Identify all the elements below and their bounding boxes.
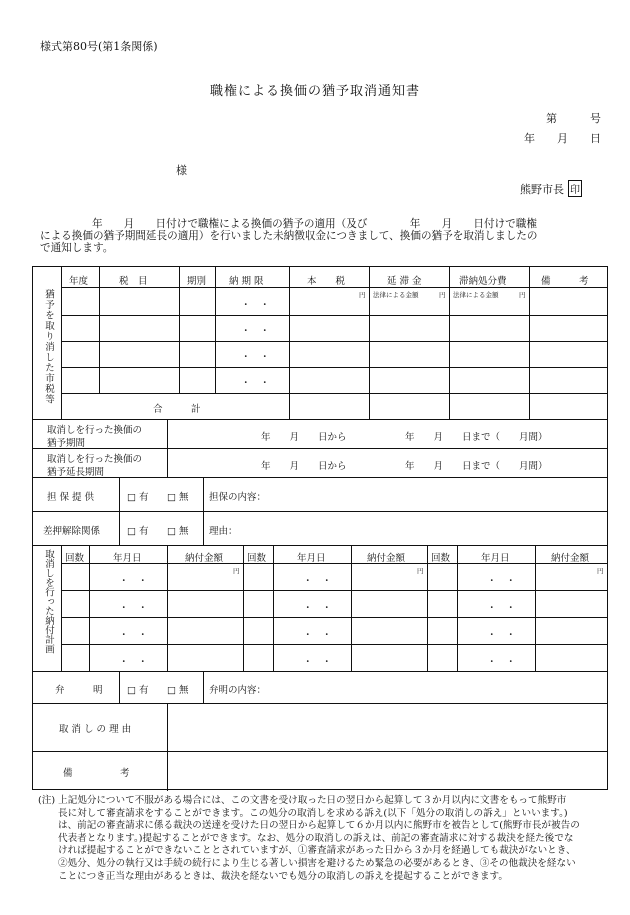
issuer-name: 熊野市長 (520, 183, 564, 196)
yen-unit: 円 (417, 567, 424, 575)
note-line: は、前記の審査請求に係る裁決の送達を受けた日の翌日から起算して６か月以内に熊野市を被告として(熊野市長が被告の (58, 820, 580, 832)
remarks-label: 備 考 (63, 768, 130, 779)
note-line: 長に対して審査請求をすることができます。この処分の取消しを求める訴え(以下「処分の取消しの訴え」といいます。) (58, 807, 568, 819)
plan-date-dots: ・ ・ (303, 603, 332, 614)
security-yes-checkbox[interactable]: □ 有 (127, 492, 149, 503)
document-date: 年 月 日 (524, 132, 601, 145)
legal-amount-label: 法律による金額 (453, 291, 499, 299)
plan-date-dots: ・ ・ (303, 630, 332, 641)
note-line: ければ提起することができないこととされていますが、①審査請求があった日から３か月を経過しても裁決がないとき、 (58, 845, 576, 857)
note-line: ことにつき正当な理由があるときは、裁決を経ないでも処分の取消しの訴えを提起することができます。 (58, 870, 508, 882)
seizure-reason-label: 理由： (209, 526, 238, 537)
yen-unit: 円 (359, 291, 366, 299)
header-period: 期別 (187, 276, 207, 287)
note-line: 代表者となります。)提起することができます。なお、処分の取消しの訴えは、前記の審査請求に対する裁決を経た後でな (58, 832, 574, 844)
plan-date-dots: ・ ・ (119, 630, 148, 641)
explanation-yes-checkbox[interactable]: □ 有 (127, 685, 149, 696)
due-date-dots: ・ ・ (241, 326, 270, 337)
addressee-suffix: 様 (176, 164, 187, 177)
body-line-2: による換価の猶予期間延長の適用）を行いました未納徴収金につきまして、換価の猶予を取消しましたの (40, 230, 538, 242)
plan-date-dots: ・ ・ (487, 576, 516, 587)
plan-header-count: 回数 (65, 553, 85, 564)
plan-header-amount: 納付金額 (367, 553, 406, 564)
due-date-dots: ・ ・ (241, 378, 270, 389)
form-id: 様式第80号(第1条関係) (40, 40, 158, 53)
due-date-dots: ・ ・ (241, 352, 270, 363)
plan-date-dots: ・ ・ (303, 576, 332, 587)
plan-date-dots: ・ ・ (119, 576, 148, 587)
header-principal: 本 税 (307, 276, 346, 287)
body-line-3: で通知します。 (40, 242, 114, 254)
note-line: (注) 上記処分について不服がある場合には、この文書を受け取った日の翌日から起算して３か月以内に文書をもって熊野市 (38, 795, 567, 806)
period-to: 年 月 日まで（ 月間） (405, 432, 548, 443)
yen-unit: 円 (519, 291, 526, 299)
seizure-label: 差押解除関係 (43, 526, 101, 537)
extension-label-line1: 取消しを行った換価の (47, 454, 143, 465)
issuer (520, 180, 582, 197)
total-label: 合 計 (153, 404, 201, 415)
explanation-label: 弁 明 (55, 685, 103, 696)
tax-side-label: 猶予を取り消した市税等 (43, 289, 54, 405)
body-line-1: 年 月 日付けで職権による換価の猶予の適用（及び 年 月 日付けで職権 (92, 218, 537, 230)
plan-date-dots: ・ ・ (119, 657, 148, 668)
note-text (38, 795, 610, 883)
plan-header-amount: 納付金額 (185, 553, 224, 564)
note-line: ②処分、処分の執行又は手続の続行により生じる著しい損害を避けるため緊急の必要があるとき、③その他裁決を経ない (58, 857, 576, 869)
extension-to: 年 月 日まで（ 月間） (405, 461, 548, 472)
plan-header-amount: 納付金額 (551, 553, 590, 564)
plan-side-label: 取消しを行った納付計画 (43, 549, 54, 654)
plan-date-dots: ・ ・ (487, 630, 516, 641)
seizure-yes-checkbox[interactable]: □ 有 (127, 526, 149, 537)
plan-header-count: 回数 (431, 553, 451, 564)
security-no-checkbox[interactable]: □ 無 (167, 492, 189, 503)
plan-date-dots: ・ ・ (303, 657, 332, 668)
notice-body (40, 218, 606, 254)
plan-date-dots: ・ ・ (487, 603, 516, 614)
seizure-no-checkbox[interactable]: □ 無 (167, 526, 189, 537)
yen-unit: 円 (439, 291, 446, 299)
plan-header-date: 年月日 (481, 553, 510, 564)
extension-from: 年 月 日から (261, 461, 347, 472)
extension-label-line2: 猶予延長期間 (47, 467, 105, 478)
header-disposal-fee: 滞納処分費 (459, 276, 507, 287)
plan-header-date: 年月日 (297, 553, 326, 564)
due-date-dots: ・ ・ (241, 300, 270, 311)
plan-header-date: 年月日 (113, 553, 142, 564)
document-number: 第 号 (546, 112, 601, 125)
explanation-no-checkbox[interactable]: □ 無 (167, 685, 189, 696)
security-label: 担 保 提 供 (47, 492, 95, 503)
plan-header-count: 回数 (247, 553, 267, 564)
period-from: 年 月 日から (261, 432, 347, 443)
legal-amount-label: 法律による金額 (373, 291, 419, 299)
seal-icon: 印 (568, 180, 582, 197)
main-form-table (32, 266, 608, 790)
explanation-content-label: 弁明の内容： (209, 685, 267, 696)
period-label-line1: 取消しを行った換価の (47, 425, 143, 436)
cancel-reason-label: 取 消 し の 理 由 (59, 724, 132, 735)
plan-date-dots: ・ ・ (119, 603, 148, 614)
header-remarks: 備 考 (541, 276, 589, 287)
header-year: 年度 (69, 276, 89, 287)
yen-unit: 円 (597, 567, 604, 575)
yen-unit: 円 (233, 567, 240, 575)
plan-date-dots: ・ ・ (487, 657, 516, 668)
header-late-fee: 延 滞 金 (387, 276, 422, 287)
period-label-line2: 猶予期間 (47, 438, 86, 449)
security-content-label: 担保の内容： (209, 492, 267, 503)
header-tax-item: 税 目 (119, 276, 148, 287)
document-title: 職権による換価の猶予取消通知書 (209, 84, 420, 99)
header-due-date: 納 期 限 (229, 276, 264, 287)
